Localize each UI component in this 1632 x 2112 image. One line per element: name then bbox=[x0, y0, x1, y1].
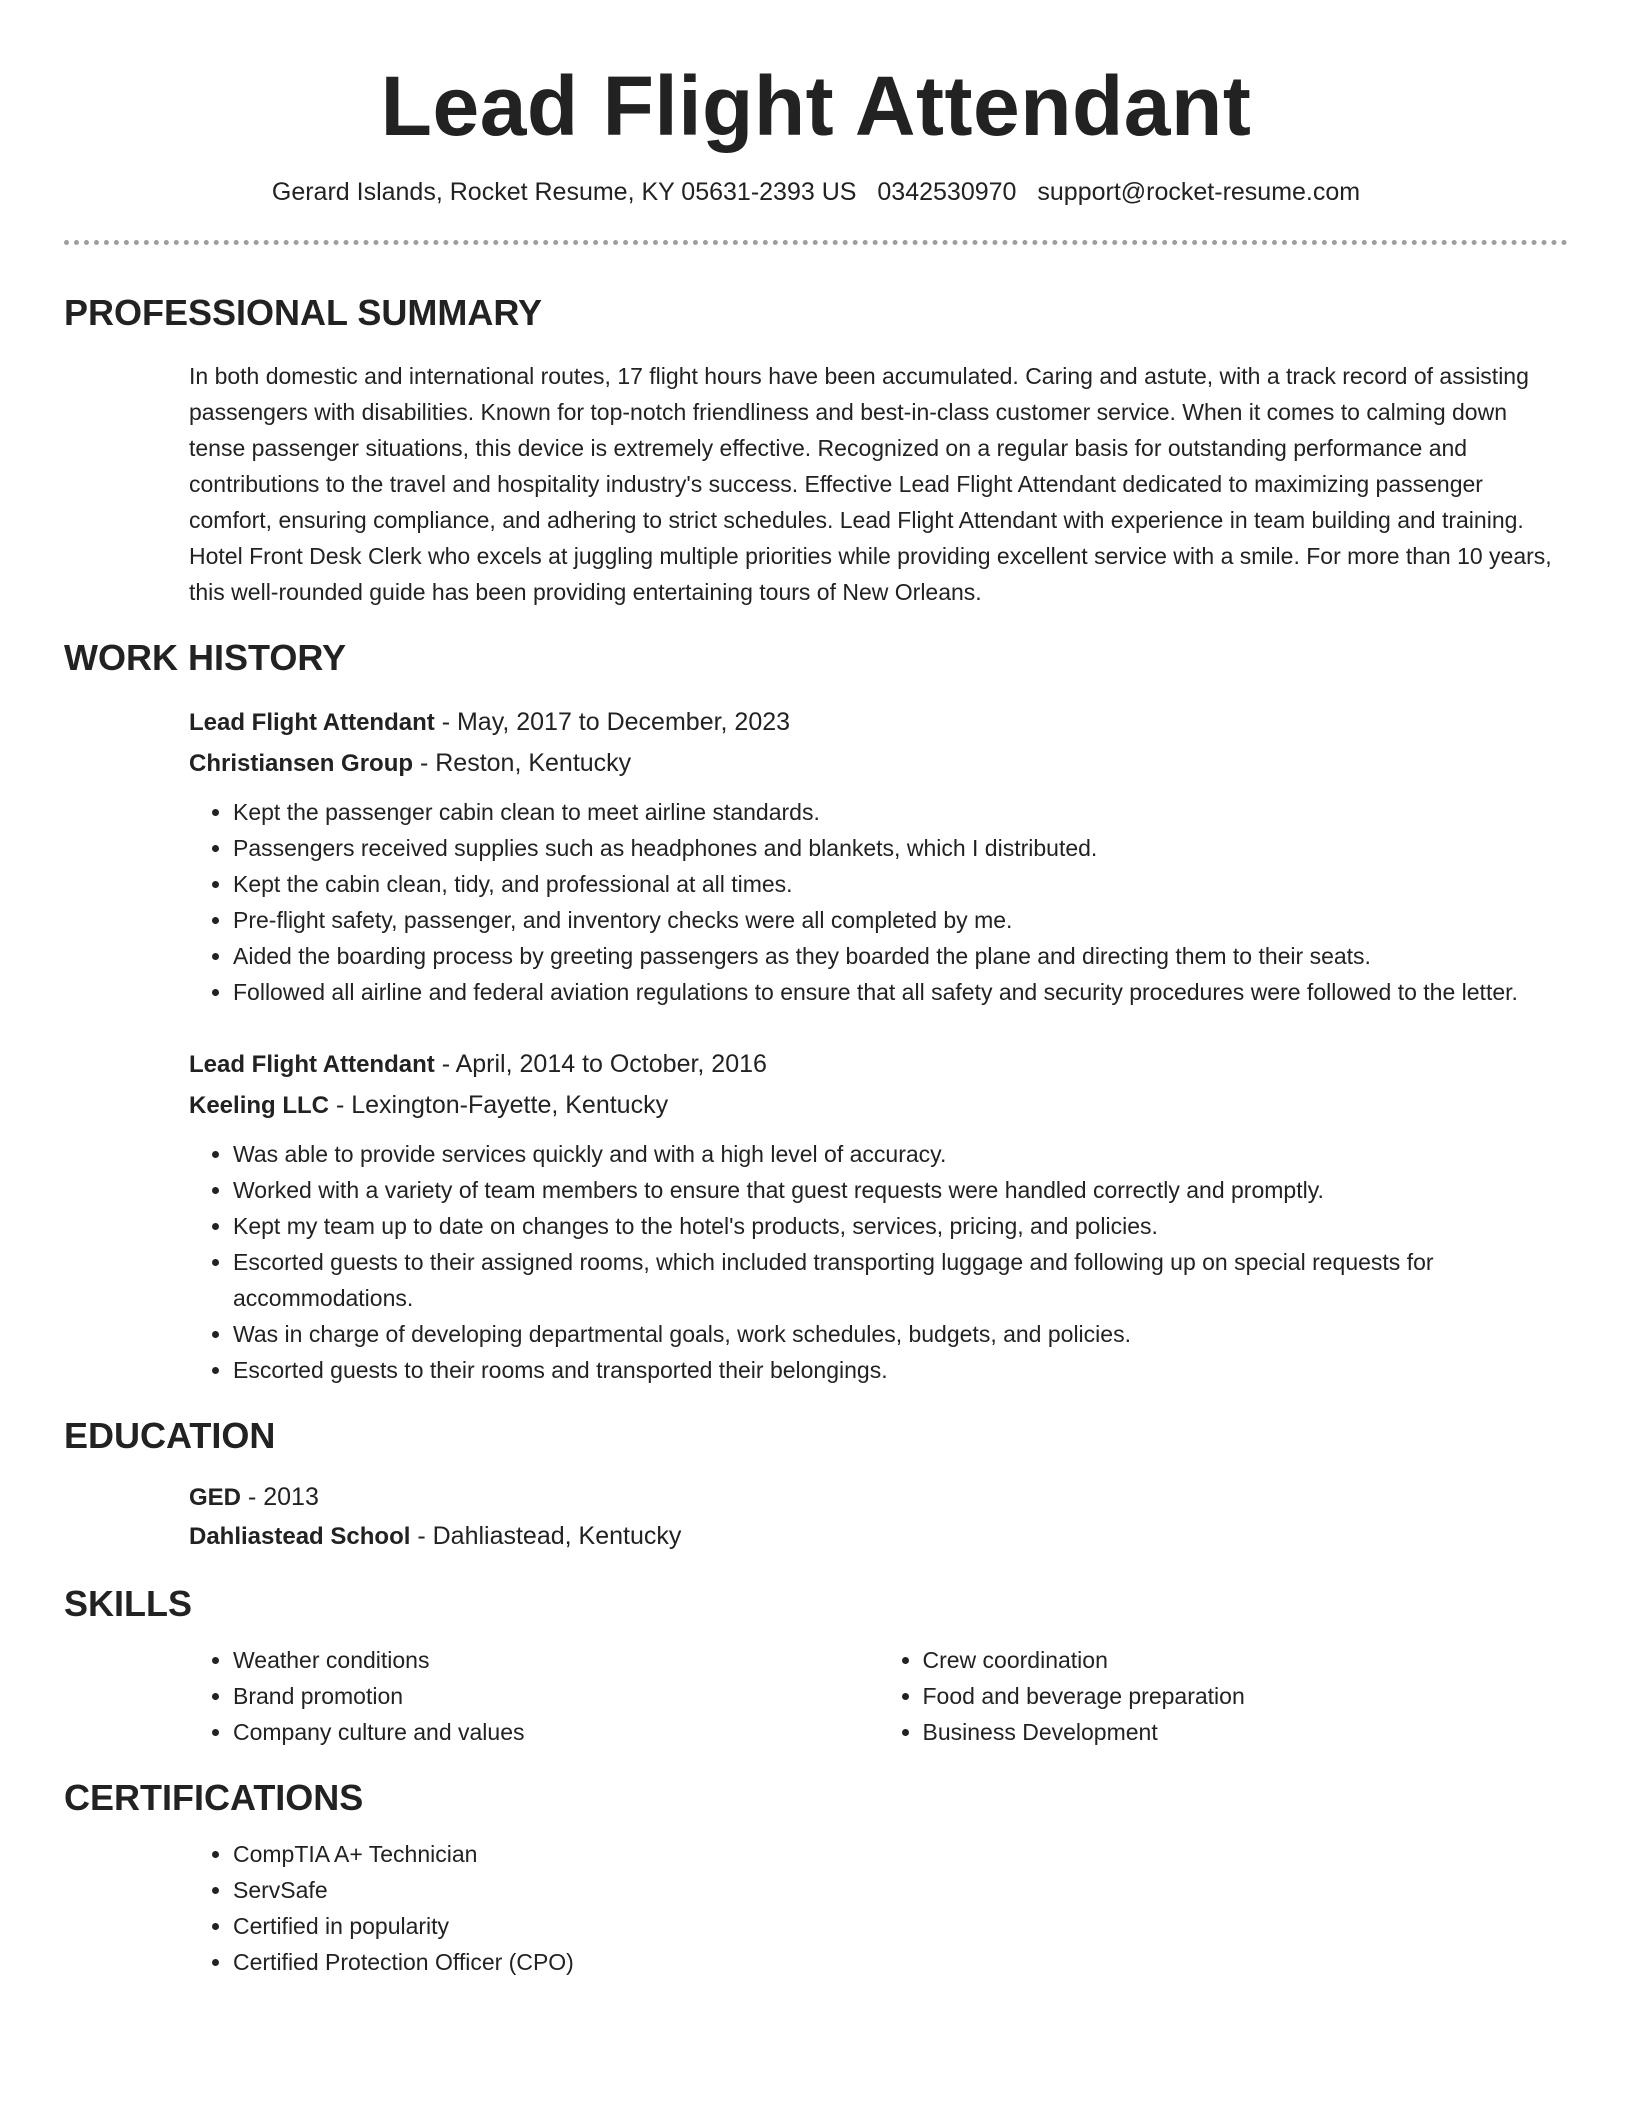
skills-list-right bbox=[879, 1642, 1569, 1750]
skills-list-left bbox=[189, 1642, 879, 1750]
job-title-line bbox=[189, 702, 1568, 743]
skills-columns bbox=[189, 1642, 1568, 1750]
list-item: • Certified Protection Officer (CPO) bbox=[233, 1944, 1568, 1980]
job-role: Lead Flight Attendant bbox=[189, 709, 435, 736]
list-item: • Followed all airline and federal aviation regulations to ensure that all safety and security procedures were followed to the letter. bbox=[233, 974, 1568, 1010]
education-school-line bbox=[189, 1517, 1568, 1556]
job-company: Christiansen Group bbox=[189, 750, 414, 777]
job-location: - Reston, Kentucky bbox=[413, 749, 632, 777]
section-title-work-history: WORK HISTORY bbox=[64, 637, 347, 678]
job-company-line bbox=[189, 743, 1568, 784]
list-item: • Food and beverage preparation bbox=[923, 1678, 1569, 1714]
education-location: - Dahliastead, Kentucky bbox=[410, 1522, 682, 1550]
resume-page bbox=[64, 0, 1568, 1980]
contact-phone: 0342530970 bbox=[877, 178, 1017, 206]
job-location: - Lexington-Fayette, Kentucky bbox=[329, 1091, 669, 1119]
job-company: Keeling LLC bbox=[189, 1092, 330, 1119]
list-item: • Brand promotion bbox=[233, 1678, 879, 1714]
list-item: • Escorted guests to their rooms and transported their belongings. bbox=[233, 1352, 1568, 1388]
job-dates: - May, 2017 to December, 2023 bbox=[434, 708, 791, 736]
list-item: • Escorted guests to their assigned rooms, which included transporting luggage and following up on special requests for accommodations. bbox=[233, 1244, 1568, 1316]
summary-text: In both domestic and international routes, 17 flight hours have been accumulated. Caring and astute, with a track record of assisting passengers with disabilities. Known for top-notch friendliness and best-in-class customer service. When it comes to calming down tense passenger situations, this device is extremely effective. Recognized on a regular basis for outstanding performance and contributions to the travel and hospitality industry's success. Effective Lead Flight Attendant dedicated to maximizing passenger comfort, ensuring compliance, and adhering to strict schedules. Lead Flight Attendant with experience in team building and training. Hotel Front Desk Clerk who excels at juggling multiple priorities while providing excellent service with a smile. For more than 10 years, this well-rounded guide has been providing entertaining tours of New Orleans. bbox=[189, 363, 1552, 605]
list-item: • Kept the cabin clean, tidy, and professional at all times. bbox=[233, 866, 1568, 902]
certifications-block bbox=[189, 1836, 1568, 1980]
education-degree-line bbox=[189, 1478, 1568, 1517]
job-role: Lead Flight Attendant bbox=[189, 1051, 435, 1078]
education-entry bbox=[189, 1478, 1568, 1556]
list-item: • Kept the passenger cabin clean to meet airline standards. bbox=[233, 794, 1568, 830]
section-title-certifications: CERTIFICATIONS bbox=[64, 1777, 364, 1818]
list-item: • Business Development bbox=[923, 1714, 1569, 1750]
section-title-skills: SKILLS bbox=[64, 1583, 193, 1624]
job-dates: - April, 2014 to October, 2016 bbox=[434, 1050, 767, 1078]
section-title-summary: PROFESSIONAL SUMMARY bbox=[64, 292, 543, 333]
list-item: • Weather conditions bbox=[233, 1642, 879, 1678]
job-entry bbox=[189, 1044, 1568, 1388]
list-item: • Worked with a variety of team members to ensure that guest requests were handled correctly and promptly. bbox=[233, 1172, 1568, 1208]
list-item: • Certified in popularity bbox=[233, 1908, 1568, 1944]
header-divider bbox=[64, 240, 1568, 245]
contact-address: Gerard Islands, Rocket Resume, KY 05631-2393 US bbox=[271, 178, 857, 206]
education-degree: GED bbox=[189, 1484, 242, 1511]
education-school: Dahliastead School bbox=[189, 1523, 411, 1550]
job-entry bbox=[189, 702, 1568, 1010]
contact-email: support@rocket-resume.com bbox=[1037, 178, 1361, 206]
list-item: • Aided the boarding process by greeting passengers as they boarded the plane and directing them to their seats. bbox=[233, 938, 1568, 974]
list-item: • Was able to provide services quickly and with a high level of accuracy. bbox=[233, 1136, 1568, 1172]
education-year: - 2013 bbox=[241, 1483, 319, 1511]
list-item: • Company culture and values bbox=[233, 1714, 879, 1750]
list-item: • CompTIA A+ Technician bbox=[233, 1836, 1568, 1872]
job-bullets bbox=[189, 1136, 1568, 1388]
job-bullets bbox=[189, 794, 1568, 1010]
list-item: • Kept my team up to date on changes to the hotel's products, services, pricing, and policies. bbox=[233, 1208, 1568, 1244]
list-item: • Pre-flight safety, passenger, and inventory checks were all completed by me. bbox=[233, 902, 1568, 938]
list-item: • Was in charge of developing departmental goals, work schedules, budgets, and policies. bbox=[233, 1316, 1568, 1352]
section-title-education: EDUCATION bbox=[64, 1415, 276, 1456]
job-title-line bbox=[189, 1044, 1568, 1085]
page-title: Lead Flight Attendant bbox=[380, 59, 1252, 153]
contact-line bbox=[64, 175, 1568, 209]
job-company-line bbox=[189, 1085, 1568, 1126]
list-item: • Crew coordination bbox=[923, 1642, 1569, 1678]
certifications-list bbox=[189, 1836, 1568, 1980]
list-item: • ServSafe bbox=[233, 1872, 1568, 1908]
list-item: • Passengers received supplies such as headphones and blankets, which I distributed. bbox=[233, 830, 1568, 866]
